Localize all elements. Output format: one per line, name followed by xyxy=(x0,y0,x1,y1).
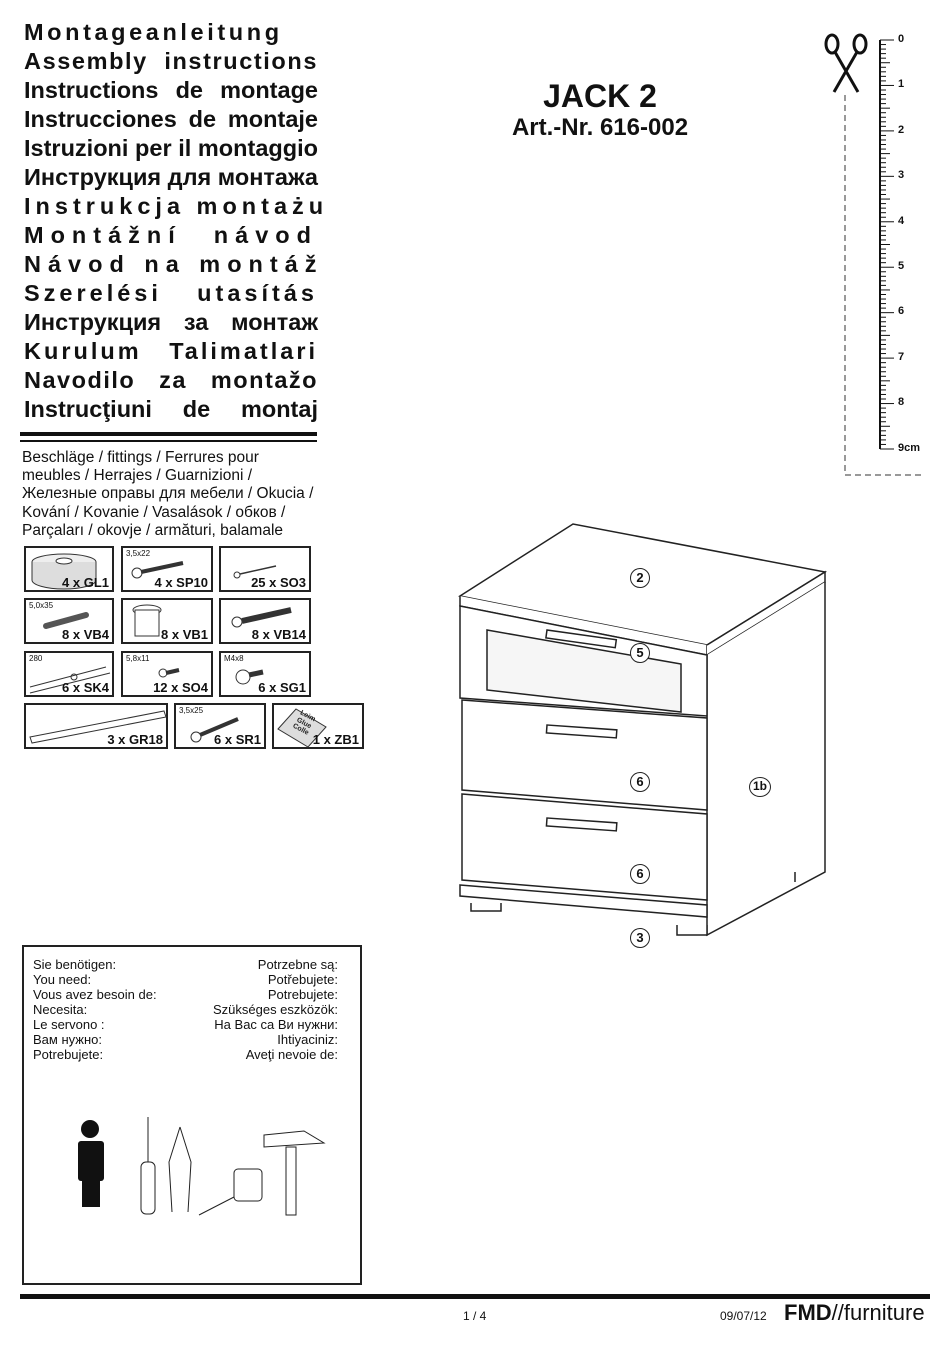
part-qty: 4 x GL1 xyxy=(62,575,109,590)
page-number: 1 / 4 xyxy=(463,1309,487,1323)
tools-label: Szükséges eszközök: xyxy=(212,1002,338,1017)
title-ru: Инструкция для монтажа xyxy=(24,164,318,190)
ruler-label: 1 xyxy=(898,78,905,91)
callout-1b: 1b xyxy=(749,777,771,797)
divider xyxy=(20,440,317,442)
part-size: 3,5x25 xyxy=(179,706,204,715)
part-size: 5,8x11 xyxy=(126,654,150,663)
title-sk: Návod na montáž xyxy=(24,251,324,277)
part-qty: 4 x SP10 xyxy=(154,575,208,590)
cut-ruler xyxy=(820,30,950,480)
ruler-label: 2 xyxy=(898,123,905,136)
title-cz: Montážní návod xyxy=(24,222,318,248)
title-it: Istruzioni per il montaggio xyxy=(24,135,318,161)
tools-illustration xyxy=(64,1117,354,1247)
scissors-icon xyxy=(826,35,866,92)
part-so4 xyxy=(121,651,213,697)
tape-measure-icon xyxy=(199,1169,262,1215)
ruler-label: 8 xyxy=(898,396,905,409)
tools-label: На Вас са Ви нужни: xyxy=(214,1017,338,1032)
title-ro: Instrucţiuni de montaj xyxy=(24,396,318,422)
tools-label: Potrebujete: xyxy=(267,987,338,1002)
callout-6: 6 xyxy=(630,864,650,884)
part-size: 3,5x22 xyxy=(126,549,151,558)
title-pl: Instrukcja montażu xyxy=(24,193,329,219)
part-sk4 xyxy=(24,651,114,697)
divider xyxy=(20,432,317,436)
part-qty: 8 x VB14 xyxy=(251,627,306,642)
title-fr: Instructions de montage xyxy=(24,77,318,103)
tools-label: You need: xyxy=(33,972,92,987)
footer-rule xyxy=(20,1294,930,1299)
ruler-ticks xyxy=(880,40,894,449)
part-qty: 12 x SO4 xyxy=(153,680,208,695)
tools-label: Le servono : xyxy=(33,1017,105,1032)
callout-5: 5 xyxy=(630,643,650,663)
title-en: Assembly instructions xyxy=(24,48,318,74)
brand-name: FMD xyxy=(784,1300,832,1325)
tools-labels-left xyxy=(33,957,157,1062)
callout-2: 2 xyxy=(630,568,650,588)
part-size: 280 xyxy=(29,654,43,663)
person-icon xyxy=(78,1120,104,1207)
part-sg1 xyxy=(219,651,311,697)
part-vb14 xyxy=(219,598,311,644)
ruler-label: 5 xyxy=(898,260,905,272)
hammer-icon xyxy=(264,1131,324,1215)
tools-box xyxy=(22,945,362,1285)
article-number: Art.-Nr. 616-002 xyxy=(511,114,689,141)
part-qty: 25 x SO3 xyxy=(251,575,306,590)
title-de: Montageanleitung xyxy=(24,19,283,45)
part-qty: 3 x GR18 xyxy=(107,732,163,747)
tools-label: Вам нужно: xyxy=(33,1032,102,1047)
part-qty: 6 x SR1 xyxy=(214,732,261,747)
part-qty: 8 x VB4 xyxy=(62,627,109,642)
brand-suffix: //furniture xyxy=(831,1300,925,1325)
product-name: JACK 2 xyxy=(543,78,657,114)
tools-label: Potrzebne są: xyxy=(257,957,338,972)
screwdriver-icon xyxy=(141,1117,155,1214)
title-bg: Инструкция за монтаж xyxy=(24,309,318,335)
part-vb1 xyxy=(121,598,213,644)
brand-logo xyxy=(784,1300,925,1326)
part-qty: 6 x SG1 xyxy=(258,680,306,695)
tools-label: Potrebujete: xyxy=(33,1047,104,1062)
tools-label: Potřebujete: xyxy=(267,972,338,987)
tools-labels-right xyxy=(213,957,338,1062)
title-hu: Szerelési utasítás xyxy=(24,280,318,306)
fittings-heading: Beschläge / fittings / Ferrures pour meubles / Herrajes / Guarnizioni / Железные оправы для мебели / Okucia / Kování / Kovanie / Vasalások / обков / Parçaları / okovje / armături, balamale xyxy=(22,449,314,539)
title-tr: Kurulum Talimatlari xyxy=(24,338,318,364)
ruler-label: 6 xyxy=(898,305,905,318)
title-sl: Navodilo za montažo xyxy=(24,367,318,393)
part-sr1 xyxy=(174,703,266,749)
part-qty: 8 x VB1 xyxy=(161,627,208,642)
tools-label: Aveţi nevoie de: xyxy=(245,1047,338,1062)
tools-label: Necesita: xyxy=(33,1002,88,1017)
ruler-label: 9cm xyxy=(898,441,921,454)
ruler-label: 3 xyxy=(898,169,905,182)
part-qty: 6 x SK4 xyxy=(62,680,109,695)
part-size: 5,0x35 xyxy=(29,601,54,610)
glue-pack-label: Leim Glue Colle xyxy=(291,709,317,737)
part-vb4 xyxy=(24,598,114,644)
pliers-icon xyxy=(169,1127,191,1212)
part-gl1 xyxy=(24,546,114,592)
date: 09/07/12 xyxy=(720,1309,767,1323)
tools-label: Vous avez besoin de: xyxy=(33,987,157,1002)
part-so3 xyxy=(219,546,311,592)
part-sp10 xyxy=(121,546,213,592)
part-size: M4x8 xyxy=(224,654,244,663)
title-block xyxy=(24,18,329,424)
tools-label: Sie benötigen: xyxy=(33,957,117,972)
callout-6: 6 xyxy=(630,772,650,792)
part-zb1 xyxy=(272,703,364,749)
product-header xyxy=(500,78,700,142)
part-gr18 xyxy=(24,703,168,749)
part-qty: 1 x ZB1 xyxy=(312,732,359,747)
ruler-label: 0 xyxy=(898,33,905,45)
ruler-label: 7 xyxy=(898,350,905,363)
title-es: Instrucciones de montaje xyxy=(24,106,318,132)
callout-3: 3 xyxy=(630,928,650,948)
tools-label: Ihtiyaciniz: xyxy=(277,1032,338,1047)
ruler-label: 4 xyxy=(898,214,905,227)
